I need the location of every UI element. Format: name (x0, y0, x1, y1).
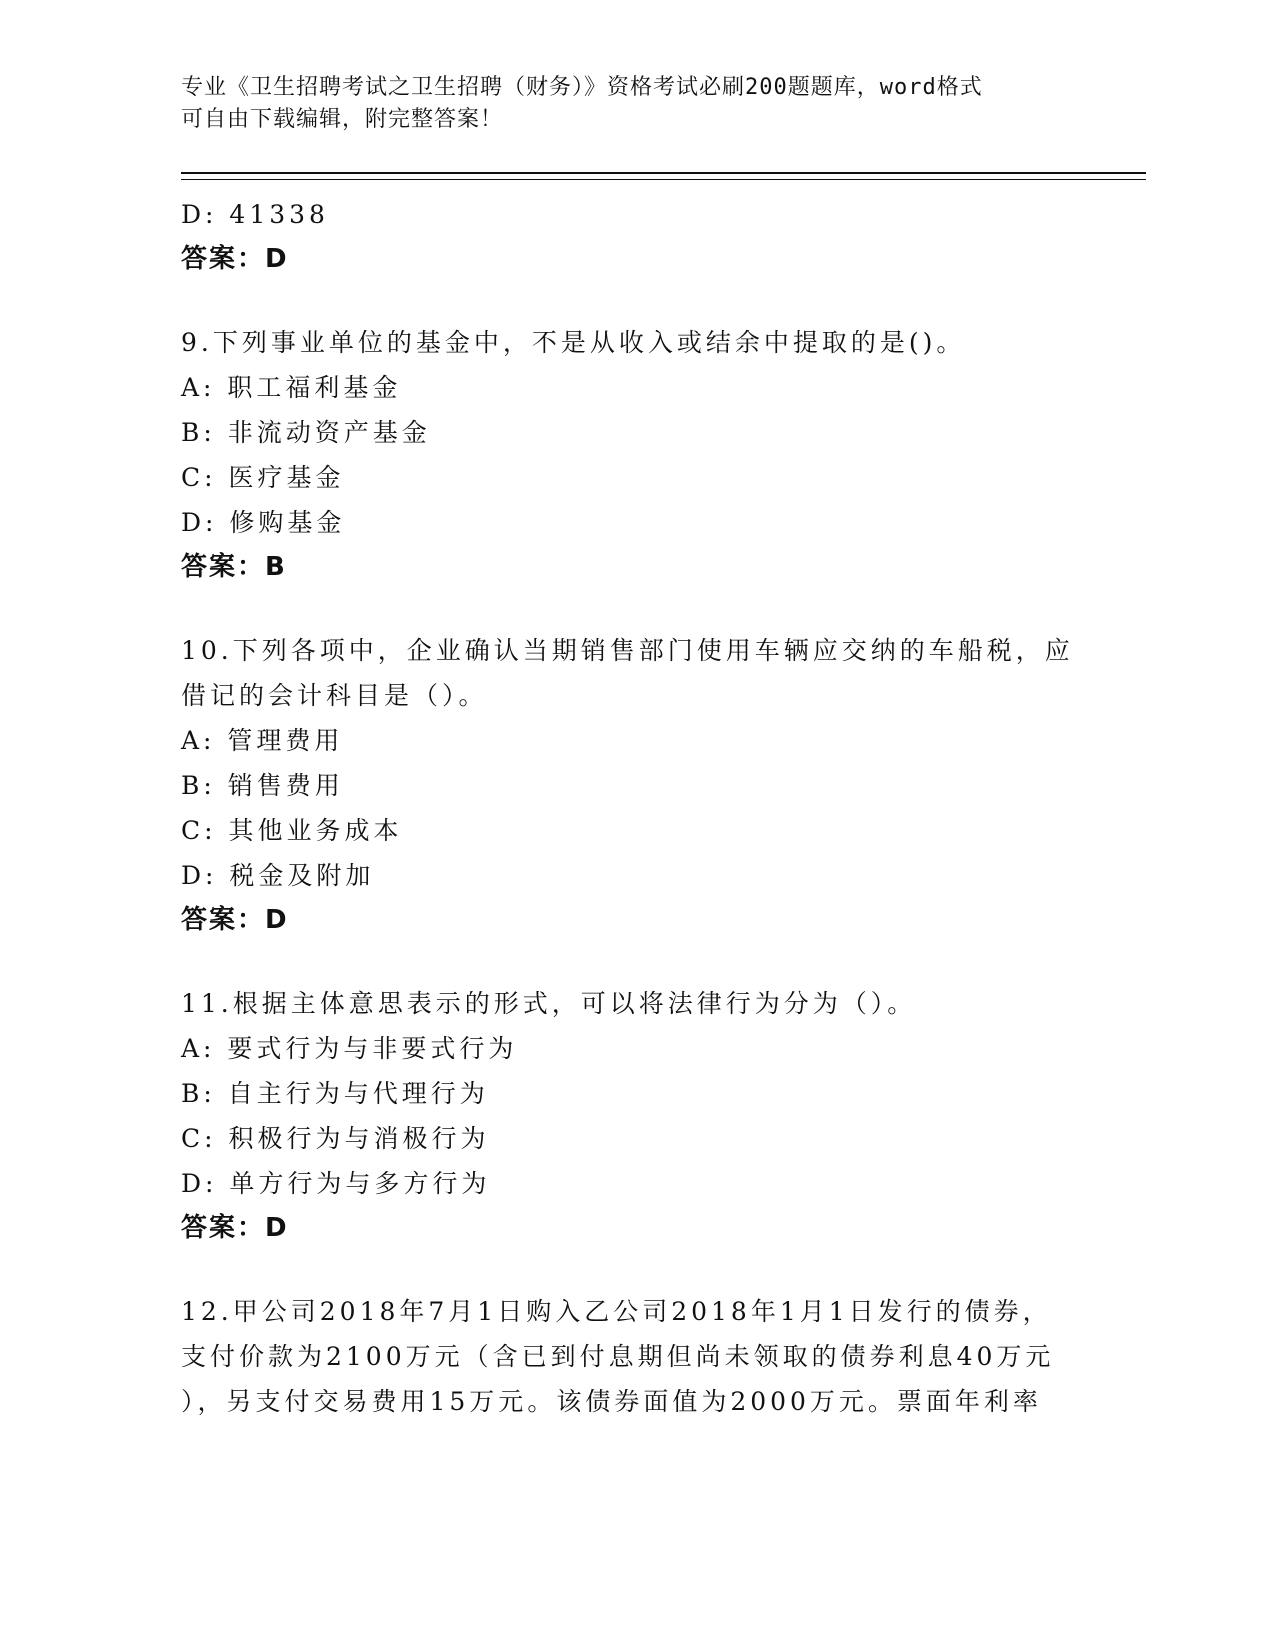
question-10 (181, 628, 1081, 943)
option-d: D: 税金及附加 (181, 861, 375, 890)
question-stem: 10.下列各项中，企业确认当期销售部门使用车辆应交纳的车船税，应 (181, 636, 1074, 665)
option-c: C: 积极行为与消极行为 (181, 1124, 490, 1153)
question-stem-continued: ），另支付交易费用15万元。该债券面值为2000万元。票面年利率 (181, 1387, 1042, 1416)
option-a: A: 要式行为与非要式行为 (181, 1034, 518, 1063)
answer-line: 答案：D (181, 905, 289, 935)
option-d: D: 41338 (181, 200, 329, 229)
question-list (181, 192, 1081, 1424)
option-b: B: 销售费用 (181, 771, 344, 800)
question-11 (181, 981, 1081, 1251)
option-d: D: 修购基金 (181, 508, 346, 537)
previous-question-tail (181, 192, 1081, 282)
option-c: C: 医疗基金 (181, 463, 345, 492)
option-b: B: 非流动资产基金 (181, 418, 431, 447)
option-d: D: 单方行为与多方行为 (181, 1169, 491, 1198)
header-divider-thin (181, 179, 1146, 180)
answer-line: 答案：B (181, 552, 287, 582)
header-title-line-2: 可自由下载编辑，附完整答案！ (181, 107, 504, 132)
question-stem: 9.下列事业单位的基金中，不是从收入或结余中提取的是()。 (181, 328, 966, 357)
question-stem-continued: 借记的会计科目是（）。 (181, 681, 488, 710)
option-b: B: 自主行为与代理行为 (181, 1079, 489, 1108)
option-a: A: 职工福利基金 (181, 373, 402, 402)
option-a: A: 管理费用 (181, 726, 344, 755)
question-stem: 12.甲公司2018年7月1日购入乙公司2018年1月1日发行的债券， (181, 1297, 1052, 1326)
question-12 (181, 1289, 1081, 1424)
header-divider-thick (181, 172, 1146, 174)
question-stem: 11.根据主体意思表示的形式，可以将法律行为分为（）。 (181, 989, 917, 1018)
header-title-line-1: 专业《卫生招聘考试之卫生招聘（财务）》资格考试必刷200题题库，word格式 (181, 75, 983, 100)
option-c: C: 其他业务成本 (181, 816, 403, 845)
question-stem-continued: 支付价款为2100万元（含已到付息期但尚未领取的债券利息40万元 (181, 1342, 1055, 1371)
document-header (181, 72, 1061, 136)
answer-line: 答案：D (181, 1213, 289, 1243)
answer-line: 答案：D (181, 244, 289, 274)
question-9 (181, 320, 1081, 590)
